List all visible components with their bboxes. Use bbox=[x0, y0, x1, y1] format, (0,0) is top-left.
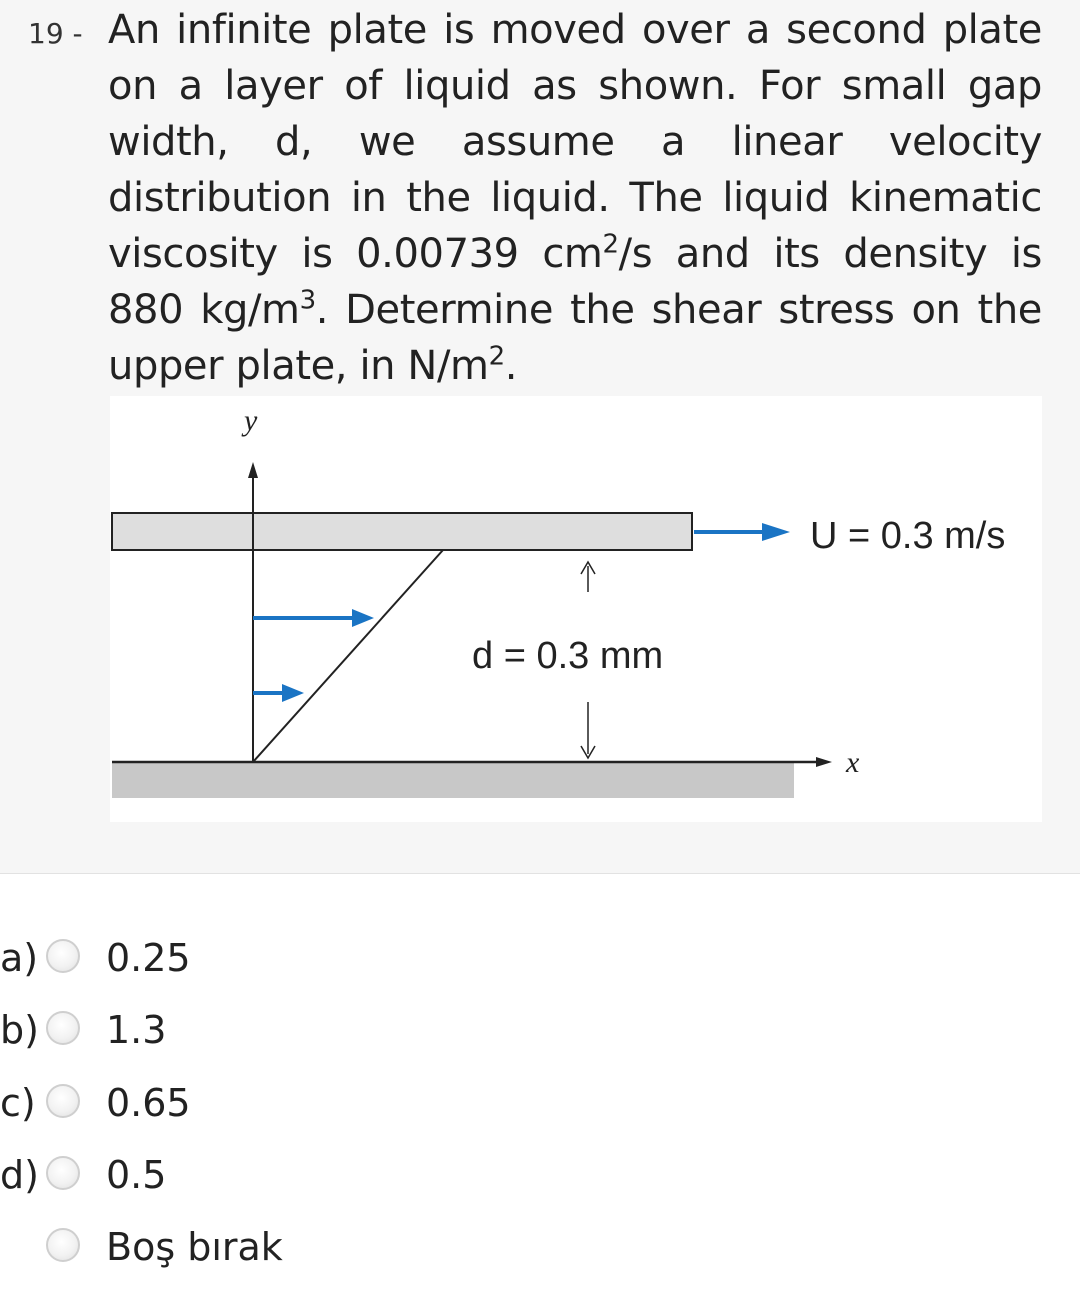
plate-flow-figure bbox=[110, 396, 1042, 822]
x-axis-label: x bbox=[846, 746, 860, 779]
option-letter: d) bbox=[0, 1153, 39, 1197]
option-d[interactable] bbox=[0, 1145, 600, 1205]
upper-plate bbox=[112, 513, 692, 550]
bottom-plate bbox=[112, 762, 794, 798]
option-letter: b) bbox=[0, 1008, 39, 1052]
option-value: 0.5 bbox=[106, 1153, 167, 1197]
question-text-part3: . Determine the shear stress on the upper plate, in N/m bbox=[108, 287, 1042, 389]
x-axis-arrowhead bbox=[816, 757, 832, 767]
superscript-2: 3 bbox=[299, 285, 316, 316]
radio-button-a[interactable] bbox=[46, 939, 80, 973]
y-axis-label: y bbox=[244, 404, 258, 437]
option-letter: c) bbox=[0, 1081, 36, 1125]
option-b[interactable] bbox=[0, 1000, 600, 1060]
radio-button-leave-blank[interactable] bbox=[46, 1228, 80, 1262]
plate-velocity-arrow-head bbox=[762, 523, 790, 541]
y-axis-arrowhead bbox=[248, 462, 258, 478]
option-value: 1.3 bbox=[106, 1008, 167, 1052]
radio-button-b[interactable] bbox=[46, 1011, 80, 1045]
question-text-part1: An infinite plate is moved over a second plate on a layer of liquid as shown. For small gap width, d, we assume a linear velocity distribution in the liquid. The liquid kinematic viscosity is 0.00739 cm bbox=[108, 7, 1042, 277]
option-c[interactable] bbox=[0, 1073, 600, 1133]
option-value: 0.25 bbox=[106, 936, 191, 980]
figure-svg bbox=[110, 396, 1042, 822]
gap-width-label: d = 0.3 mm bbox=[472, 635, 664, 677]
option-value: 0.65 bbox=[106, 1081, 191, 1125]
option-letter: a) bbox=[0, 936, 39, 980]
option-leave-blank[interactable] bbox=[0, 1217, 600, 1277]
option-a[interactable] bbox=[0, 928, 600, 988]
velocity-profile-line bbox=[253, 550, 443, 762]
plate-velocity-label: U = 0.3 m/s bbox=[810, 515, 1006, 557]
superscript-3: 2 bbox=[488, 341, 505, 372]
superscript-1: 2 bbox=[602, 229, 619, 260]
question-text-part4: . bbox=[504, 343, 518, 389]
option-value: Boş bırak bbox=[106, 1225, 283, 1269]
velocity-arrow-upper-head bbox=[352, 609, 374, 627]
question-number: 19 - bbox=[28, 17, 83, 50]
question-text bbox=[108, 2, 1042, 394]
velocity-arrow-lower-head bbox=[282, 684, 304, 702]
radio-button-c[interactable] bbox=[46, 1084, 80, 1118]
radio-button-d[interactable] bbox=[46, 1156, 80, 1190]
question-text-part2: /s and its density is 880 kg/m bbox=[108, 231, 1043, 333]
